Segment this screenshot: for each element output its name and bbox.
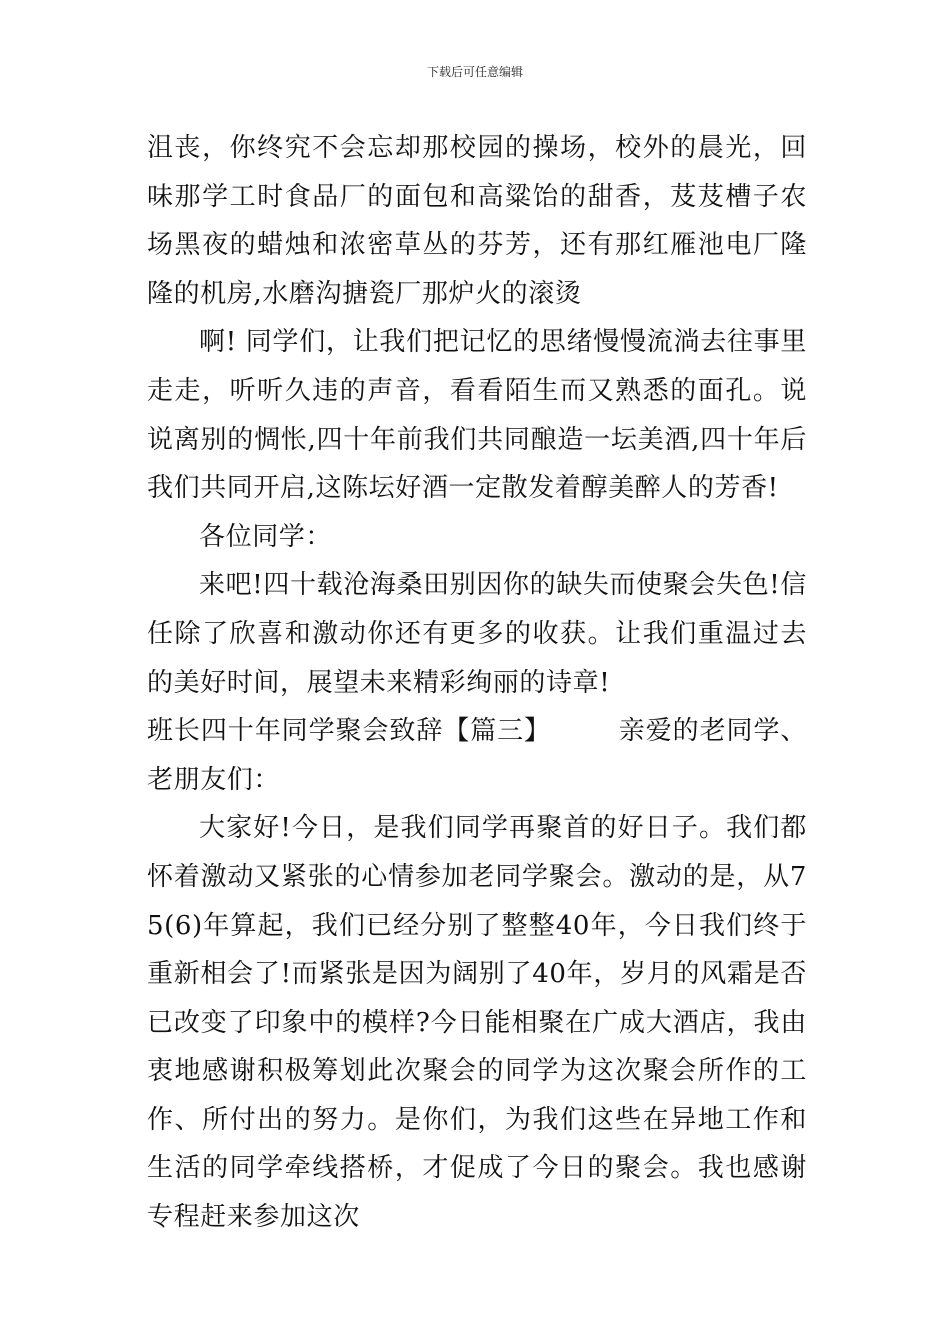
paragraph-greeting: 各位同学： xyxy=(199,521,333,552)
section-title-line: 班长四十年同学聚会致辞【篇三】 亲爱的老同学、老朋友们： xyxy=(147,716,807,795)
page-header: 下载后可任意编辑 xyxy=(426,65,523,79)
paragraph-invitation: 来吧!四十载沧海桑田别因你的缺失而使聚会失色!信任除了欣喜和激动你还有更多的收获。让我们重温过去的美好时间，展望未来精彩绚丽的诗章! xyxy=(147,570,807,698)
paragraph-continuation: 沮丧，你终究不会忘却那校园的操场，校外的晨光，回味那学工时食品厂的面包和高粱饴的甜香，芨芨槽子农场黑夜的蜡烛和浓密草丛的芬芳，还有那红雁池电厂隆隆的机房,水磨沟搪瓷厂那炉火的滚烫 xyxy=(147,133,807,309)
paragraph-speech: 大家好!今日，是我们同学再聚首的好日子。我们都怀着激动又紧张的心情参加老同学聚会。激动的是，从75(6)年算起，我们已经分别了整整40年，今日我们终于重新相会了!而紧张是因为阔别了40年，岁月的风霜是否已改变了印象中的模样?今日能相聚在广成大酒店，我由衷地感谢积极筹划此次聚会的同学为这次聚会所作的工作、所付出的努力。是你们，为我们这些在异地工作和生活的同学牵线搭桥，才促成了今日的聚会。我也感谢专程赶来参加这次 xyxy=(147,813,807,1233)
paragraph-memories: 啊! 同学们，让我们把记忆的思绪慢慢流淌去往事里走走，听听久违的声音，看看陌生而又熟悉的面孔。说说离别的惆怅,四十年前我们共同酿造一坛美酒,四十年后我们共同开启,这陈坛好酒一定散发着醇美醉人的芳香! xyxy=(147,327,807,504)
document-body xyxy=(147,124,807,1242)
